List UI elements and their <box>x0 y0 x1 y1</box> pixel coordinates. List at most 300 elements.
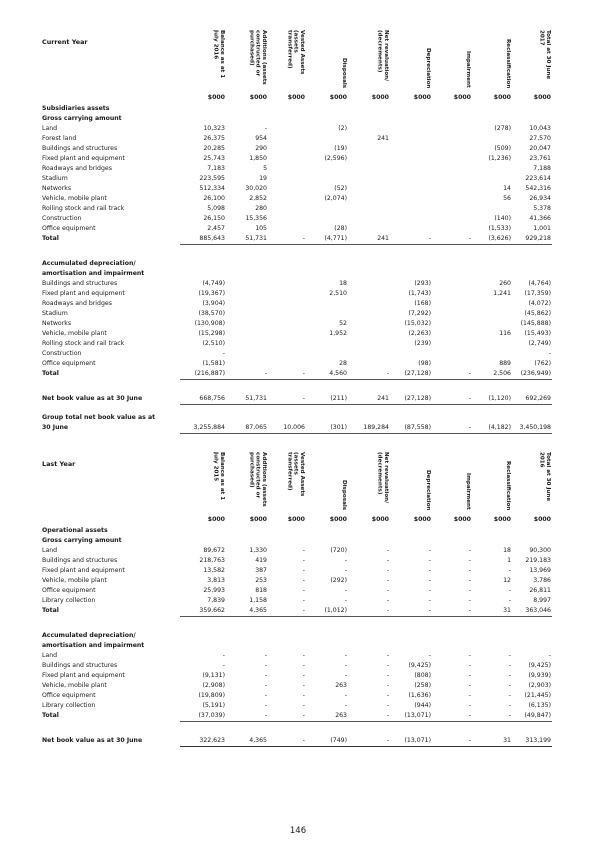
value-cell <box>390 184 432 194</box>
table-row <box>42 214 552 224</box>
value-cell <box>348 289 390 299</box>
value-cell <box>348 319 390 329</box>
value-cell: 2,510 <box>329 290 347 297</box>
gross-carrying-rows <box>42 124 552 234</box>
row-label: Networks <box>42 185 72 192</box>
row-label: Roadways and bridges <box>42 300 112 307</box>
value-cell: 27,570 <box>529 135 551 142</box>
value-cell: (749) <box>306 736 348 747</box>
accumulated-rows <box>42 279 552 369</box>
value-cell: (145,888) <box>520 320 551 327</box>
column-header: Total at 30 June 2016 <box>538 452 551 502</box>
value-cell <box>268 224 306 234</box>
table-row <box>42 309 552 319</box>
value-cell: - <box>432 423 472 434</box>
column-header: Net revaluation/ (decrements) <box>376 452 389 504</box>
value-cell <box>226 349 268 359</box>
value-cell: - <box>468 682 471 689</box>
column-header: Impairment <box>465 473 471 510</box>
value-cell: (28) <box>334 225 347 232</box>
total-row <box>42 369 552 380</box>
value-cell: - <box>264 702 267 709</box>
table-row <box>42 359 552 369</box>
value-cell: (211) <box>306 394 348 405</box>
value-cell: (1,743) <box>408 290 431 297</box>
value-cell: 241 <box>348 394 390 405</box>
value-cell: (13,071) <box>390 711 432 722</box>
value-cell: - <box>386 557 389 564</box>
value-cell: - <box>222 350 225 357</box>
value-cell <box>432 279 472 289</box>
total-row <box>42 736 552 747</box>
value-cell <box>432 144 472 154</box>
table-row <box>42 124 552 134</box>
value-cell: (4,764) <box>528 280 551 287</box>
row-label: Vehicle, mobile plant <box>42 577 107 584</box>
value-cell: 419 <box>255 557 267 564</box>
value-cell: - <box>428 587 431 594</box>
value-cell <box>268 154 306 164</box>
row-label: Construction <box>42 215 82 222</box>
value-cell: (1,581) <box>202 360 225 367</box>
value-cell: (2,263) <box>408 330 431 337</box>
value-cell <box>268 319 306 329</box>
value-cell: - <box>302 577 305 584</box>
value-cell: - <box>508 662 511 669</box>
value-cell: - <box>348 369 390 380</box>
value-cell: (2,596) <box>324 155 347 162</box>
value-cell: 20,285 <box>203 145 225 152</box>
value-cell: - <box>428 567 431 574</box>
value-cell <box>268 309 306 319</box>
table-row <box>42 576 552 586</box>
table-row <box>42 701 552 711</box>
value-cell: (4,771) <box>306 234 348 245</box>
value-cell: 3,813 <box>207 577 225 584</box>
value-cell: - <box>468 672 471 679</box>
value-cell <box>432 174 472 184</box>
column-header-row <box>42 30 552 92</box>
value-cell: 25,993 <box>203 587 225 594</box>
value-cell <box>472 339 512 349</box>
value-cell <box>348 214 390 224</box>
value-cell: - <box>302 547 305 554</box>
value-cell: 116 <box>499 330 511 337</box>
value-cell: (87,558) <box>390 423 432 434</box>
value-cell: - <box>226 711 268 722</box>
table-row <box>42 596 552 606</box>
value-cell <box>432 319 472 329</box>
value-cell: - <box>428 597 431 604</box>
row-label: Stadium <box>42 175 68 182</box>
group-total-label: Group total net book value as at <box>42 414 156 421</box>
value-cell: (808) <box>414 672 431 679</box>
page-number: 146 <box>289 826 307 836</box>
table-row <box>42 556 552 566</box>
value-cell: 20,047 <box>529 145 551 152</box>
table-row <box>42 339 552 349</box>
value-cell: 15,356 <box>245 215 267 222</box>
table-row <box>42 586 552 596</box>
net-book-value-row <box>42 736 552 747</box>
column-header: Additions (assets constructed or purchased) <box>248 452 267 507</box>
value-cell: (4,072) <box>528 300 551 307</box>
value-cell: (2,749) <box>528 340 551 347</box>
value-cell <box>268 194 306 204</box>
value-cell <box>348 309 390 319</box>
value-cell <box>432 329 472 339</box>
value-cell <box>472 299 512 309</box>
value-cell <box>268 124 306 134</box>
value-cell <box>432 359 472 369</box>
value-cell: - <box>428 577 431 584</box>
value-cell <box>226 329 268 339</box>
table-row <box>42 174 552 184</box>
value-cell: 10,323 <box>203 125 225 132</box>
value-cell: - <box>390 234 432 245</box>
value-cell: 223,595 <box>199 175 225 182</box>
column-header: Net revaluation/ (decrements) <box>376 30 389 82</box>
value-cell: 25,743 <box>203 155 225 162</box>
value-cell: (15,298) <box>198 330 225 337</box>
value-cell <box>268 329 306 339</box>
value-cell: 219,183 <box>525 557 551 564</box>
unit-label: $000 <box>533 94 551 101</box>
value-cell <box>226 319 268 329</box>
value-cell: (292) <box>330 577 347 584</box>
value-cell: - <box>348 606 390 617</box>
table-row <box>42 349 552 359</box>
value-cell: - <box>508 652 511 659</box>
value-cell: 18 <box>339 280 347 287</box>
value-cell: 26,100 <box>203 195 225 202</box>
value-cell: 322,623 <box>180 736 226 747</box>
value-cell <box>472 349 512 359</box>
value-cell: - <box>264 125 267 132</box>
column-header: Balance as at 1 July 2015 <box>212 452 225 501</box>
unit-label: $000 <box>371 94 389 101</box>
gross-carrying-rows <box>42 546 552 606</box>
value-cell: 241 <box>377 135 389 142</box>
value-cell: - <box>264 652 267 659</box>
value-cell: 1,241 <box>493 290 511 297</box>
value-cell: - <box>302 587 305 594</box>
value-cell <box>390 134 432 144</box>
row-label: Office equipment <box>42 360 96 367</box>
value-cell: (13,071) <box>390 736 432 747</box>
value-cell: - <box>344 557 347 564</box>
value-cell <box>306 299 348 309</box>
value-cell: (27,128) <box>390 369 432 380</box>
value-cell: (27,128) <box>390 394 432 405</box>
table-row <box>42 681 552 691</box>
value-cell: 1,158 <box>249 597 267 604</box>
value-cell: 223,614 <box>525 175 551 182</box>
value-cell: 52 <box>339 320 347 327</box>
value-cell: 41,366 <box>529 215 551 222</box>
subgroup-heading: Gross carrying amount <box>42 115 122 122</box>
value-cell <box>306 309 348 319</box>
value-cell <box>432 134 472 144</box>
row-label: Rolling stock and rail track <box>42 340 125 347</box>
value-cell: - <box>428 557 431 564</box>
row-label: Office equipment <box>42 692 96 699</box>
value-cell <box>348 184 390 194</box>
row-label: Forest land <box>42 135 77 142</box>
value-cell: - <box>468 547 471 554</box>
value-cell <box>472 204 512 214</box>
value-cell: (52) <box>334 185 347 192</box>
value-cell: - <box>268 369 306 380</box>
value-cell: - <box>302 672 305 679</box>
row-label: Vehicle, mobile plant <box>42 330 107 337</box>
value-cell: (944) <box>414 702 431 709</box>
row-label: Total <box>42 370 59 378</box>
value-cell: (3,626) <box>472 234 512 245</box>
value-cell: (1,012) <box>306 606 348 617</box>
value-cell: 5 <box>263 165 267 172</box>
value-cell <box>348 154 390 164</box>
value-cell <box>348 224 390 234</box>
value-cell: (278) <box>494 125 511 132</box>
unit-label: $000 <box>207 94 225 101</box>
value-cell: 512,334 <box>199 185 225 192</box>
value-cell: - <box>428 547 431 554</box>
value-cell <box>472 309 512 319</box>
value-cell: - <box>302 652 305 659</box>
value-cell: 885,643 <box>180 234 226 245</box>
value-cell: 89,672 <box>203 547 225 554</box>
value-cell: - <box>302 692 305 699</box>
unit-label: $000 <box>453 94 471 101</box>
value-cell: - <box>548 652 551 659</box>
total-row <box>42 606 552 617</box>
value-cell: - <box>344 672 347 679</box>
value-cell: 5,378 <box>533 205 551 212</box>
value-cell: (38,570) <box>198 310 225 317</box>
value-cell <box>432 349 472 359</box>
row-label: Buildings and structures <box>42 662 118 669</box>
value-cell: - <box>508 587 511 594</box>
value-cell <box>306 339 348 349</box>
value-cell: (293) <box>414 280 431 287</box>
value-cell: - <box>348 711 390 722</box>
row-label: Land <box>42 652 58 659</box>
value-cell: 10,043 <box>529 125 551 132</box>
value-cell: (9,131) <box>202 672 225 679</box>
value-cell: 280 <box>255 205 267 212</box>
value-cell: - <box>432 369 472 380</box>
value-cell <box>432 164 472 174</box>
value-cell: 18 <box>503 547 511 554</box>
value-cell: 260 <box>499 280 511 287</box>
value-cell: 1,330 <box>249 547 267 554</box>
value-cell: (21,445) <box>524 692 551 699</box>
value-cell <box>390 144 432 154</box>
value-cell <box>226 279 268 289</box>
value-cell: 26,811 <box>529 587 551 594</box>
unit-label: $000 <box>371 516 389 523</box>
value-cell <box>268 134 306 144</box>
value-cell <box>432 154 472 164</box>
value-cell: (762) <box>534 360 551 367</box>
value-cell <box>432 204 472 214</box>
value-cell <box>268 339 306 349</box>
current-year-table <box>42 30 552 434</box>
value-cell: - <box>222 652 225 659</box>
value-cell <box>306 164 348 174</box>
value-cell: - <box>548 350 551 357</box>
column-header: Impairment <box>465 51 471 88</box>
accum-total-row <box>42 711 552 722</box>
value-cell <box>268 349 306 359</box>
unit-label: $000 <box>493 94 511 101</box>
row-label: Total <box>42 712 59 720</box>
value-cell <box>306 134 348 144</box>
unit-label: $000 <box>493 516 511 523</box>
value-cell: - <box>302 567 305 574</box>
value-cell: (45,862) <box>524 310 551 317</box>
value-cell <box>268 174 306 184</box>
value-cell: - <box>468 587 471 594</box>
subgroup-heading: Accumulated depreciation/ <box>42 632 136 639</box>
value-cell: 31 <box>472 736 512 747</box>
value-cell: 363,046 <box>512 606 552 617</box>
value-cell <box>432 289 472 299</box>
value-cell: - <box>508 672 511 679</box>
value-cell: 889 <box>499 360 511 367</box>
column-header: Vested Assets (assets transferred) <box>286 452 305 497</box>
value-cell: - <box>302 702 305 709</box>
row-label: Office equipment <box>42 587 96 594</box>
value-cell: 692,269 <box>512 394 552 405</box>
value-cell <box>432 214 472 224</box>
row-label: Land <box>42 547 58 554</box>
value-cell: - <box>468 652 471 659</box>
value-cell: (130,908) <box>194 320 225 327</box>
value-cell: (5,191) <box>202 702 225 709</box>
value-cell: (49,847) <box>512 711 552 722</box>
unit-label: $000 <box>207 516 225 523</box>
value-cell: (140) <box>494 215 511 222</box>
subgroup-heading: amortisation and impairment <box>42 642 145 649</box>
column-header-row <box>42 452 552 514</box>
value-cell <box>390 224 432 234</box>
value-cell <box>390 174 432 184</box>
value-cell: - <box>344 662 347 669</box>
value-cell: 818 <box>255 587 267 594</box>
value-cell: 23,761 <box>529 155 551 162</box>
value-cell: - <box>302 597 305 604</box>
column-header: Additions (assets constructed or purchased) <box>248 30 267 85</box>
value-cell: - <box>268 606 306 617</box>
value-cell: - <box>268 234 306 245</box>
value-cell: - <box>268 711 306 722</box>
value-cell <box>390 194 432 204</box>
value-cell: 1,001 <box>533 225 551 232</box>
value-cell: 26,934 <box>529 195 551 202</box>
row-label: Office equipment <box>42 225 96 232</box>
value-cell: - <box>264 672 267 679</box>
unit-label: $000 <box>329 94 347 101</box>
value-cell: (6,135) <box>528 702 551 709</box>
value-cell: - <box>386 692 389 699</box>
row-label: Land <box>42 125 58 132</box>
value-cell: (4,749) <box>202 280 225 287</box>
value-cell: 28 <box>339 360 347 367</box>
table-row <box>42 661 552 671</box>
value-cell: 8,997 <box>533 597 551 604</box>
last-year-table <box>42 452 552 747</box>
value-cell: 668,756 <box>180 394 226 405</box>
total-row <box>42 394 552 405</box>
value-cell: (19,367) <box>198 290 225 297</box>
accumulated-rows <box>42 651 552 711</box>
row-label: Vehicle, mobile plant <box>42 195 107 202</box>
value-cell: (1,236) <box>488 155 511 162</box>
value-cell: - <box>344 587 347 594</box>
value-cell: - <box>386 587 389 594</box>
column-header: Vested Assets (assets transferred) <box>286 30 305 75</box>
value-cell: 13,969 <box>529 567 551 574</box>
value-cell <box>268 164 306 174</box>
value-cell <box>472 164 512 174</box>
row-label: Vehicle, mobile plant <box>42 682 107 689</box>
row-label: Total <box>42 235 59 243</box>
table-row <box>42 279 552 289</box>
value-cell: 954 <box>255 135 267 142</box>
value-cell: (7,292) <box>408 310 431 317</box>
value-cell: - <box>468 567 471 574</box>
group-heading: Operational assets <box>42 527 108 534</box>
value-cell <box>268 184 306 194</box>
value-cell: - <box>386 567 389 574</box>
section-title: Last Year <box>42 460 76 468</box>
table-row <box>42 184 552 194</box>
unit-label: $000 <box>287 94 305 101</box>
table-row <box>42 204 552 214</box>
value-cell <box>226 309 268 319</box>
value-cell: - <box>302 557 305 564</box>
value-cell <box>268 359 306 369</box>
table-row <box>42 194 552 204</box>
value-cell <box>306 349 348 359</box>
table-row <box>42 691 552 701</box>
value-cell <box>268 279 306 289</box>
unit-row <box>42 92 552 104</box>
value-cell <box>348 124 390 134</box>
row-label: Fixed plant and equipment <box>42 567 125 574</box>
value-cell <box>348 174 390 184</box>
value-cell: (17,359) <box>524 290 551 297</box>
value-cell <box>348 299 390 309</box>
row-label: Networks <box>42 320 72 327</box>
column-header: Reclassification <box>505 460 511 510</box>
value-cell: 87,065 <box>226 423 268 434</box>
value-cell: 51,731 <box>226 234 268 245</box>
value-cell: - <box>344 652 347 659</box>
table-row <box>42 154 552 164</box>
table-row <box>42 671 552 681</box>
value-cell: 14 <box>503 185 511 192</box>
row-label: Rolling stock and rail track <box>42 205 125 212</box>
value-cell: - <box>428 652 431 659</box>
value-cell: 929,218 <box>512 234 552 245</box>
value-cell: 56 <box>503 195 511 202</box>
value-cell: 26,150 <box>203 215 225 222</box>
value-cell: 290 <box>255 145 267 152</box>
row-label: Buildings and structures <box>42 280 118 287</box>
